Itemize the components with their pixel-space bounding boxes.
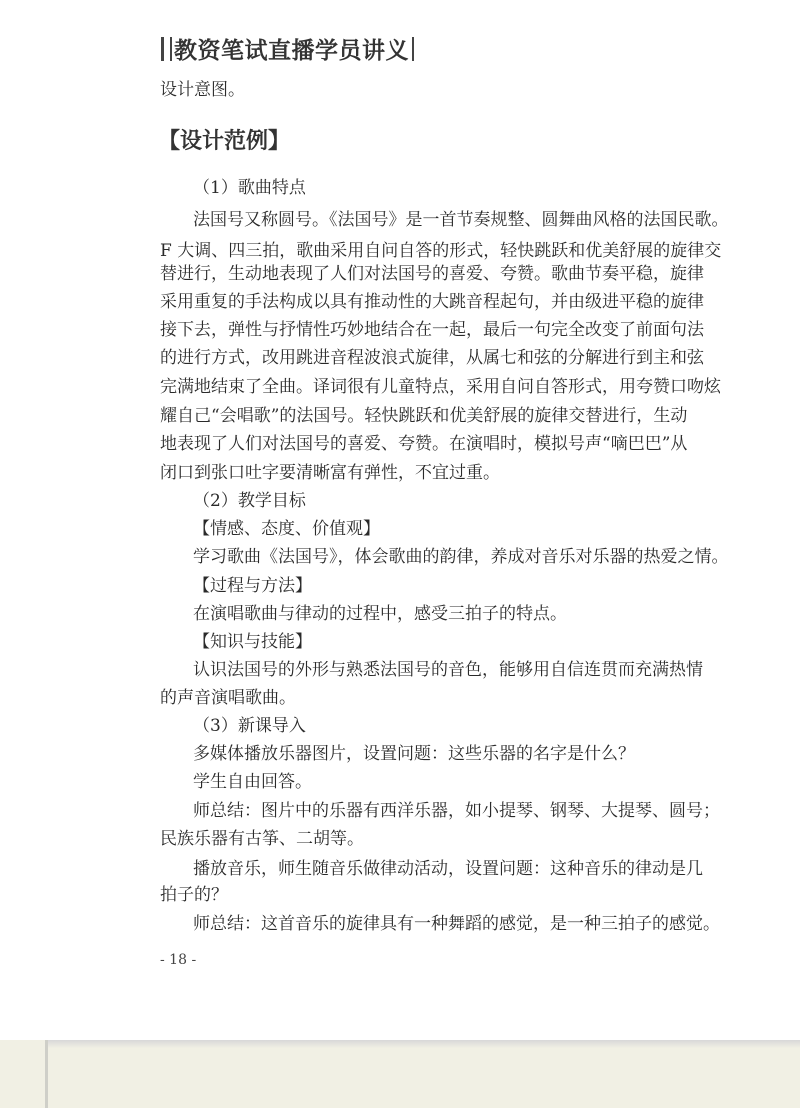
page-number: - 18 - — [160, 952, 197, 968]
summary-line: 师总结：这首音乐的旋律具有一种舞蹈的感觉，是一种三拍子的感觉。 — [193, 914, 720, 934]
summary-line: 民族乐器有古筝、二胡等。 — [160, 829, 364, 849]
goal-emotion-text: 学习歌曲《法国号》，体会歌曲的韵律，养成对音乐对乐器的热爱之情。 — [193, 547, 729, 567]
summary-line: 师总结：图片中的乐器有西洋乐器，如小提琴、钢琴、大提琴、圆号； — [193, 801, 720, 821]
section-title: 【设计范例】 — [158, 129, 291, 154]
paragraph-line: 替进行，生动地表现了人们对法国号的喜爱、夸赞。歌曲节奏平稳，旋律 — [160, 264, 704, 284]
intro-step: 学生自由回答。 — [193, 772, 312, 792]
paragraph-line: 法国号又称圆号。《法国号》是一首节奏规整、圆舞曲风格的法国民歌。 — [193, 210, 729, 230]
paragraph-line: 的进行方式，改用跳进音程波浪式旋律，从属七和弦的分解进行到主和弦 — [160, 348, 704, 368]
header-bar-left — [161, 37, 164, 61]
music-step-line: 拍子的？ — [160, 885, 228, 905]
goal-process-title: 【过程与方法】 — [193, 576, 312, 596]
goal-emotion-title: 【情感、态度、价值观】 — [193, 519, 380, 539]
heading-new-lesson: （3）新课导入 — [193, 716, 306, 736]
paragraph-line: 接下去，弹性与抒情性巧妙地结合在一起，最后一句完全改变了前面句法 — [160, 320, 704, 340]
paragraph-line: 采用重复的手法构成以具有推动性的大跳音程起句，并由级进平稳的旋律 — [160, 292, 704, 312]
goal-process-text: 在演唱歌曲与律动的过程中，感受三拍子的特点。 — [193, 604, 567, 624]
heading-song-features: （1）歌曲特点 — [193, 178, 306, 198]
page-bottom-background — [0, 1040, 800, 1108]
page-left-shadow — [45, 1040, 48, 1108]
paragraph-line: 地表现了人们对法国号的喜爱、夸赞。在演唱时，模拟号声“嘀巴巴”从 — [160, 434, 688, 454]
paragraph-line: 完满地结束了全曲。译词很有儿童特点，采用自问自答形式，用夸赞口吻炫 — [160, 377, 721, 397]
page-header — [158, 32, 416, 65]
intro-step: 多媒体播放乐器图片，设置问题：这些乐器的名字是什么？ — [193, 744, 635, 764]
header-bar-right — [412, 37, 414, 61]
goal-knowledge-text: 的声音演唱歌曲。 — [160, 688, 296, 708]
heading-teaching-goals: （2）教学目标 — [193, 491, 306, 511]
paragraph-line: 闭口到张口吐字要清晰富有弹性，不宜过重。 — [160, 463, 500, 483]
page-bottom-edge — [45, 1040, 800, 1048]
goal-knowledge-title: 【知识与技能】 — [193, 632, 312, 652]
paragraph-line: 耀自己“会唱歌”的法国号。轻快跳跃和优美舒展的旋律交替进行，生动 — [160, 406, 688, 426]
header-title: 教资笔试直播学员讲义 — [174, 38, 409, 64]
paragraph-line: F 大调、四三拍，歌曲采用自问自答的形式，轻快跳跃和优美舒展的旋律交 — [160, 241, 722, 261]
goal-knowledge-text: 认识法国号的外形与熟悉法国号的音色，能够用自信连贯而充满热情 — [193, 660, 703, 680]
header-bar-left-thin — [170, 37, 172, 61]
music-step-line: 播放音乐，师生随音乐做律动活动，设置问题：这种音乐的律动是几 — [193, 859, 703, 879]
intro-line: 设计意图。 — [160, 80, 245, 100]
